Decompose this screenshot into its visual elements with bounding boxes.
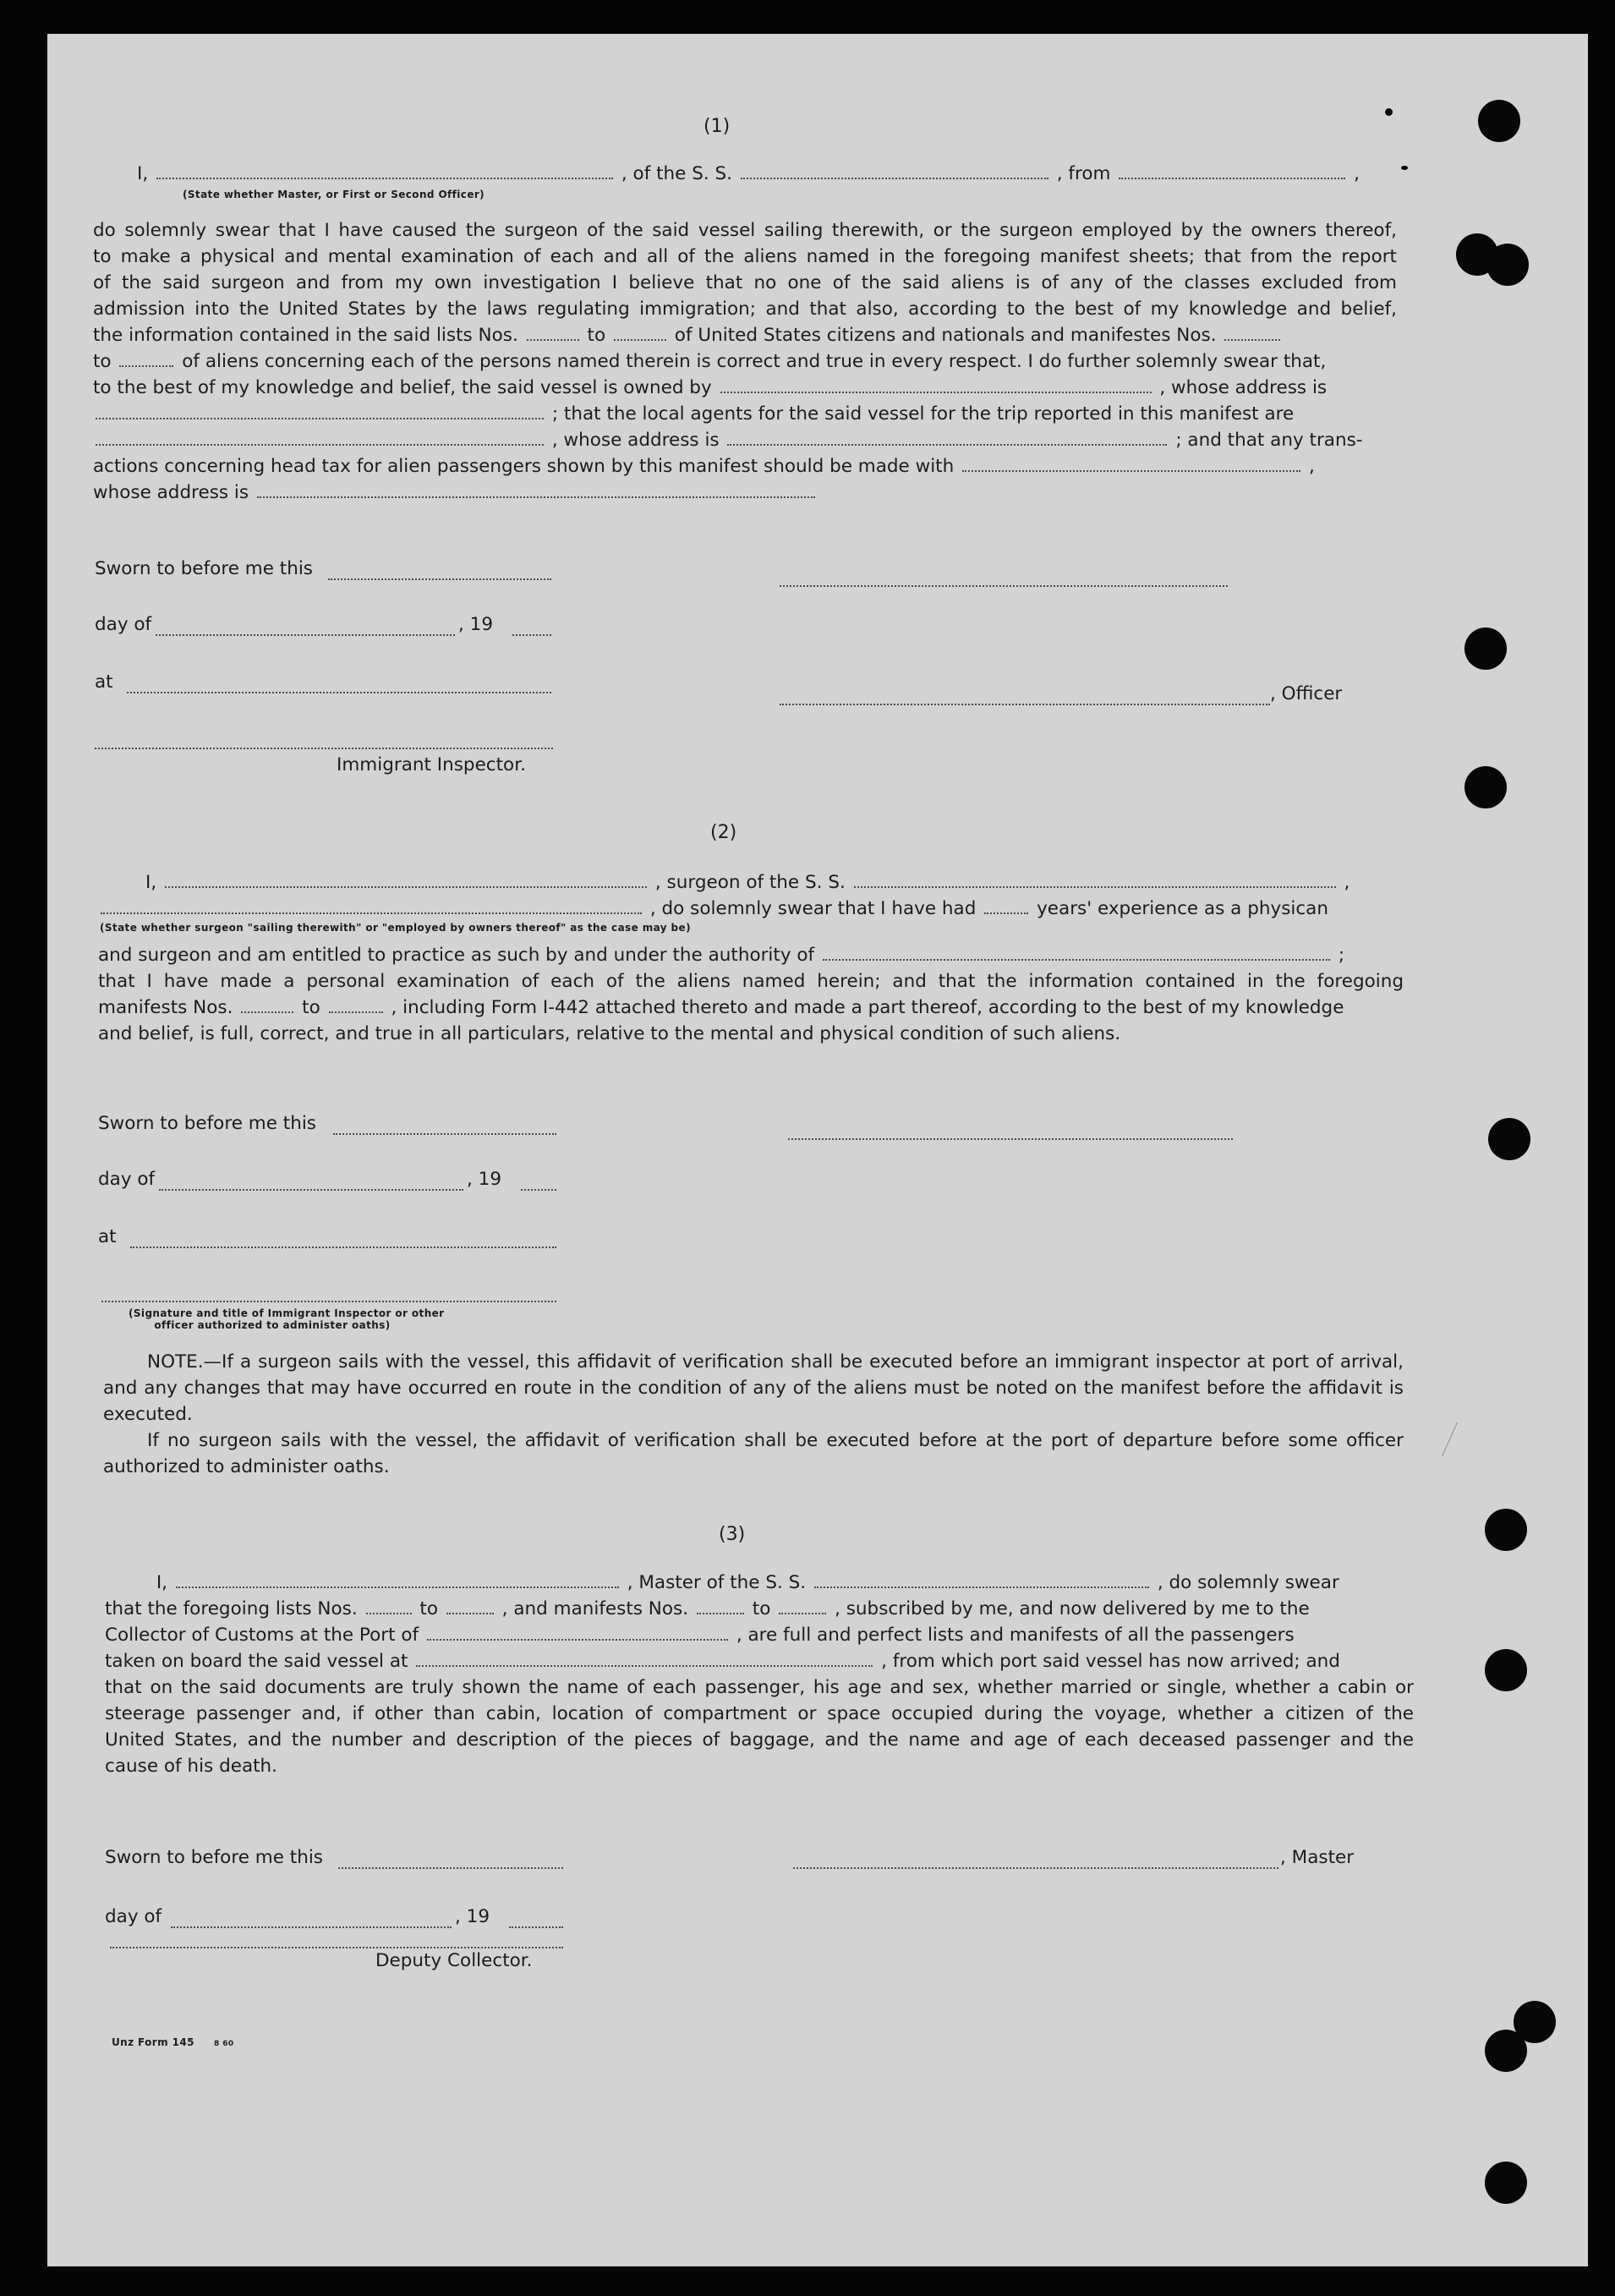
form-revision: 8 60: [214, 2040, 234, 2048]
surgeon-note: [103, 1349, 1404, 1480]
ink-speck: [1385, 108, 1393, 116]
inspector-signature-line[interactable]: [101, 1299, 556, 1302]
section-3-oath: I, , Master of the S. S. , do solemnly swear that the foregoing lists Nos. to , and manifests Nos. to , subscribed by me, and now delivered by me to the Collector of Customs at the Port of , are full and perfect lists and manifests of all the passengers taken on board the said vessel at , from which port said vessel has now arrived; and that on the said documents are truly shown the name of each passenger, his age and sex, whether married or single, whether a cabin or steerage passenger and, if other than cabin, location of compartment or space occupied during the voyage, whether a citizen of the United States, and the number and description of the pieces of baggage, and the name and age of each deceased passenger and the cause of his death.: [105, 1570, 1414, 1779]
note-paragraph: NOTE.—If a surgeon sails with the vessel, this affidavit of verification shall be executed before an immigrant inspector at port of arrival, and any changes that may have occurred en route in the condition of any of the aliens must be noted on the manifest before the affidavit is executed.: [103, 1351, 1404, 1425]
oath-line: that I have made a personal examination of each of the aliens named herein; and that the information contained in the foregoing: [98, 971, 1404, 992]
lists-to-field[interactable]: [614, 336, 666, 341]
at-label: at: [98, 1226, 117, 1247]
year-field[interactable]: [509, 1925, 563, 1928]
section-2-oath: and surgeon and am entitled to practice as such by and under the authority of ; that I have made a personal examination of each of the aliens named herein; and that the information contained in the foregoing manifests Nos. to , including Form I-442 attached thereto and made a part thereof, according to the best of my knowledge and belief, is full, correct, and true in all particulars, relative to the mental and physical condition of such aliens.: [98, 942, 1404, 1047]
section-2-number: (2): [710, 822, 737, 843]
vessel-owner-field[interactable]: [720, 388, 1152, 393]
from-label: , from: [1056, 163, 1111, 184]
punch-hole: [1464, 766, 1507, 808]
surgeon-instruction: (State whether surgeon "sailing therewith" or "employed by owners thereof" as the case may be): [100, 922, 691, 934]
deputy-collector-label: Deputy Collector.: [375, 1950, 533, 1971]
sworn-day-field[interactable]: [333, 1132, 556, 1135]
manifests-from-field[interactable]: [1224, 336, 1280, 341]
surgeon-status-field[interactable]: [101, 909, 642, 914]
local-agents-field[interactable]: [96, 441, 544, 446]
officer-signature-line[interactable]: [780, 584, 1228, 587]
sworn-day-field[interactable]: [328, 577, 551, 580]
section-1-opening: I, , of the S. S. , from ,: [137, 163, 1360, 184]
manifest-from-field[interactable]: [241, 1008, 293, 1013]
sworn-label: Sworn to before me this: [105, 1847, 323, 1868]
year-label: , 19: [467, 1169, 502, 1190]
agents-address-field[interactable]: [727, 441, 1167, 446]
inspector-signature-line[interactable]: [95, 746, 553, 749]
sworn-day-field[interactable]: [338, 1866, 563, 1869]
owner-address-field[interactable]: [96, 414, 544, 419]
section-2-experience: , do solemnly swear that I have had years' experience as a physican: [98, 896, 1404, 922]
section-2-opening: I, , surgeon of the S. S. ,: [145, 872, 1350, 893]
manifests-to-field[interactable]: [779, 1609, 826, 1614]
month-field[interactable]: [171, 1925, 452, 1928]
day-of-label: day of: [98, 1169, 156, 1190]
manifest-to-field[interactable]: [329, 1008, 383, 1013]
collector-signature-line[interactable]: [110, 1945, 563, 1948]
day-of-label: day of: [95, 614, 152, 635]
pronoun-label: I,: [137, 163, 149, 184]
punch-hole: [1478, 100, 1520, 142]
section-1-oath: do solemnly swear that I have caused the surgeon of the said vessel sailing therewith, or the surgeon employed by the owners thereof, to make a physical and mental examination of each and all of the aliens named in the foregoing manifest sheets; that from the report of the said surgeon and from my own investigation I believe that no one of the said aliens is of any of the classes excluded from admission into the United States by the laws regulating immigration; and that also, according to the best of my knowledge and belief, the information contained in the said lists Nos. to of United States citizens and nationals and manifestes Nos. to of aliens concerning each of the persons named therein is correct and true in every respect. I do further solemnly swear that, to the best of my knowledge and belief, the said vessel is owned by , whose address is ; that the local agents for the said vessel for the trip reported in this manifest are , whose address is ; and that any trans- actions concerning head tax for alien passengers shown by this manifest should be made with , whose address is: [93, 217, 1397, 506]
oath-line: United States, and the number and description of the pieces of baggage, and the name and age of each deceased passenger and the: [105, 1729, 1414, 1751]
place-field[interactable]: [130, 1245, 556, 1248]
oath-line: steerage passenger and, if other than cabin, location of compartment or space occupied during the voyage, whether a citizen of the: [105, 1703, 1414, 1724]
lists-from-field[interactable]: [366, 1609, 412, 1614]
master-name-field[interactable]: [176, 1583, 619, 1588]
year-field[interactable]: [521, 1187, 556, 1191]
place-field[interactable]: [127, 690, 551, 693]
master-signature-line[interactable]: [793, 1866, 1278, 1869]
oath-line: admission into the United States by the laws regulating immigration; and that also, according to the best of my knowledge and belief,: [93, 299, 1397, 320]
punch-hole: [1485, 2030, 1527, 2072]
master-vessel-field[interactable]: [814, 1583, 1149, 1588]
month-field[interactable]: [156, 633, 455, 636]
section-1-number: (1): [703, 116, 731, 137]
experience-years-field[interactable]: [984, 909, 1028, 914]
lists-to-field[interactable]: [446, 1609, 494, 1614]
oath-line: do solemnly swear that I have caused the surgeon of the said vessel sailing therewith, or the surgeon employed by the owners thereof,: [93, 220, 1397, 241]
master-label: , Master: [1280, 1847, 1355, 1868]
punch-hole: [1486, 244, 1529, 286]
form-sheet: [47, 34, 1588, 2266]
punch-hole: [1485, 2162, 1527, 2204]
vessel-label: , of the S. S.: [621, 163, 733, 184]
section-3-number: (3): [719, 1524, 746, 1545]
day-of-label: day of: [105, 1906, 162, 1927]
form-number: Unz Form 145 8 60: [112, 2036, 234, 2048]
punch-hole: [1464, 627, 1507, 670]
punch-hole: [1488, 1118, 1530, 1160]
boarding-port-field[interactable]: [416, 1662, 873, 1667]
customs-port-field[interactable]: [427, 1636, 728, 1641]
sworn-label: Sworn to before me this: [95, 558, 313, 579]
inspector-label: Immigrant Inspector.: [337, 754, 526, 775]
vessel-name-field[interactable]: [741, 174, 1048, 179]
officer-title-line[interactable]: [780, 702, 1270, 705]
note-paragraph: If no surgeon sails with the vessel, the affidavit of verification shall be executed before at the port of departure before some officer authorized to administer oaths.: [103, 1430, 1404, 1477]
inspector-instruction: (Signature and title of Immigrant Inspector or other officer authorized to administer oaths): [129, 1307, 445, 1331]
oath-line: of the said surgeon and from my own investigation I believe that no one of the said aliens is of any of the classes excluded from: [93, 272, 1397, 293]
oath-line: that on the said documents are truly shown the name of each passenger, his age and sex, whether married or single, whether a cabin or: [105, 1677, 1414, 1698]
surgeon-vessel-field[interactable]: [854, 883, 1336, 888]
at-label: at: [95, 671, 113, 693]
sworn-label: Sworn to before me this: [98, 1113, 316, 1134]
oath-line: to make a physical and mental examination of each and all of the aliens named in the foregoing manifest sheets; that from the report: [93, 246, 1397, 267]
manifests-to-field[interactable]: [119, 362, 173, 367]
manifests-from-field[interactable]: [697, 1609, 744, 1614]
head-tax-address-field[interactable]: [257, 493, 815, 498]
year-label: , 19: [455, 1906, 490, 1927]
year-label: , 19: [458, 614, 494, 635]
paper-scratch: [1442, 1422, 1458, 1457]
head-tax-contact-field[interactable]: [962, 467, 1300, 472]
punch-hole: [1485, 1649, 1527, 1691]
from-port-field[interactable]: [1119, 174, 1345, 179]
surgeon-signature-line[interactable]: [788, 1137, 1233, 1140]
authority-field[interactable]: [823, 956, 1330, 961]
month-field[interactable]: [159, 1187, 463, 1191]
oath-line: and belief, is full, correct, and true in all particulars, relative to the mental and physical condition of such aliens.: [98, 1023, 1121, 1044]
surgeon-name-field[interactable]: [165, 883, 647, 888]
lists-from-field[interactable]: [527, 336, 579, 341]
oath-line: cause of his death.: [105, 1756, 278, 1777]
officer-label: , Officer: [1270, 683, 1343, 704]
officer-name-field[interactable]: [156, 174, 613, 179]
year-field[interactable]: [512, 633, 551, 636]
punch-hole: [1485, 1509, 1527, 1551]
officer-instruction: (State whether Master, or First or Second Officer): [183, 189, 485, 200]
